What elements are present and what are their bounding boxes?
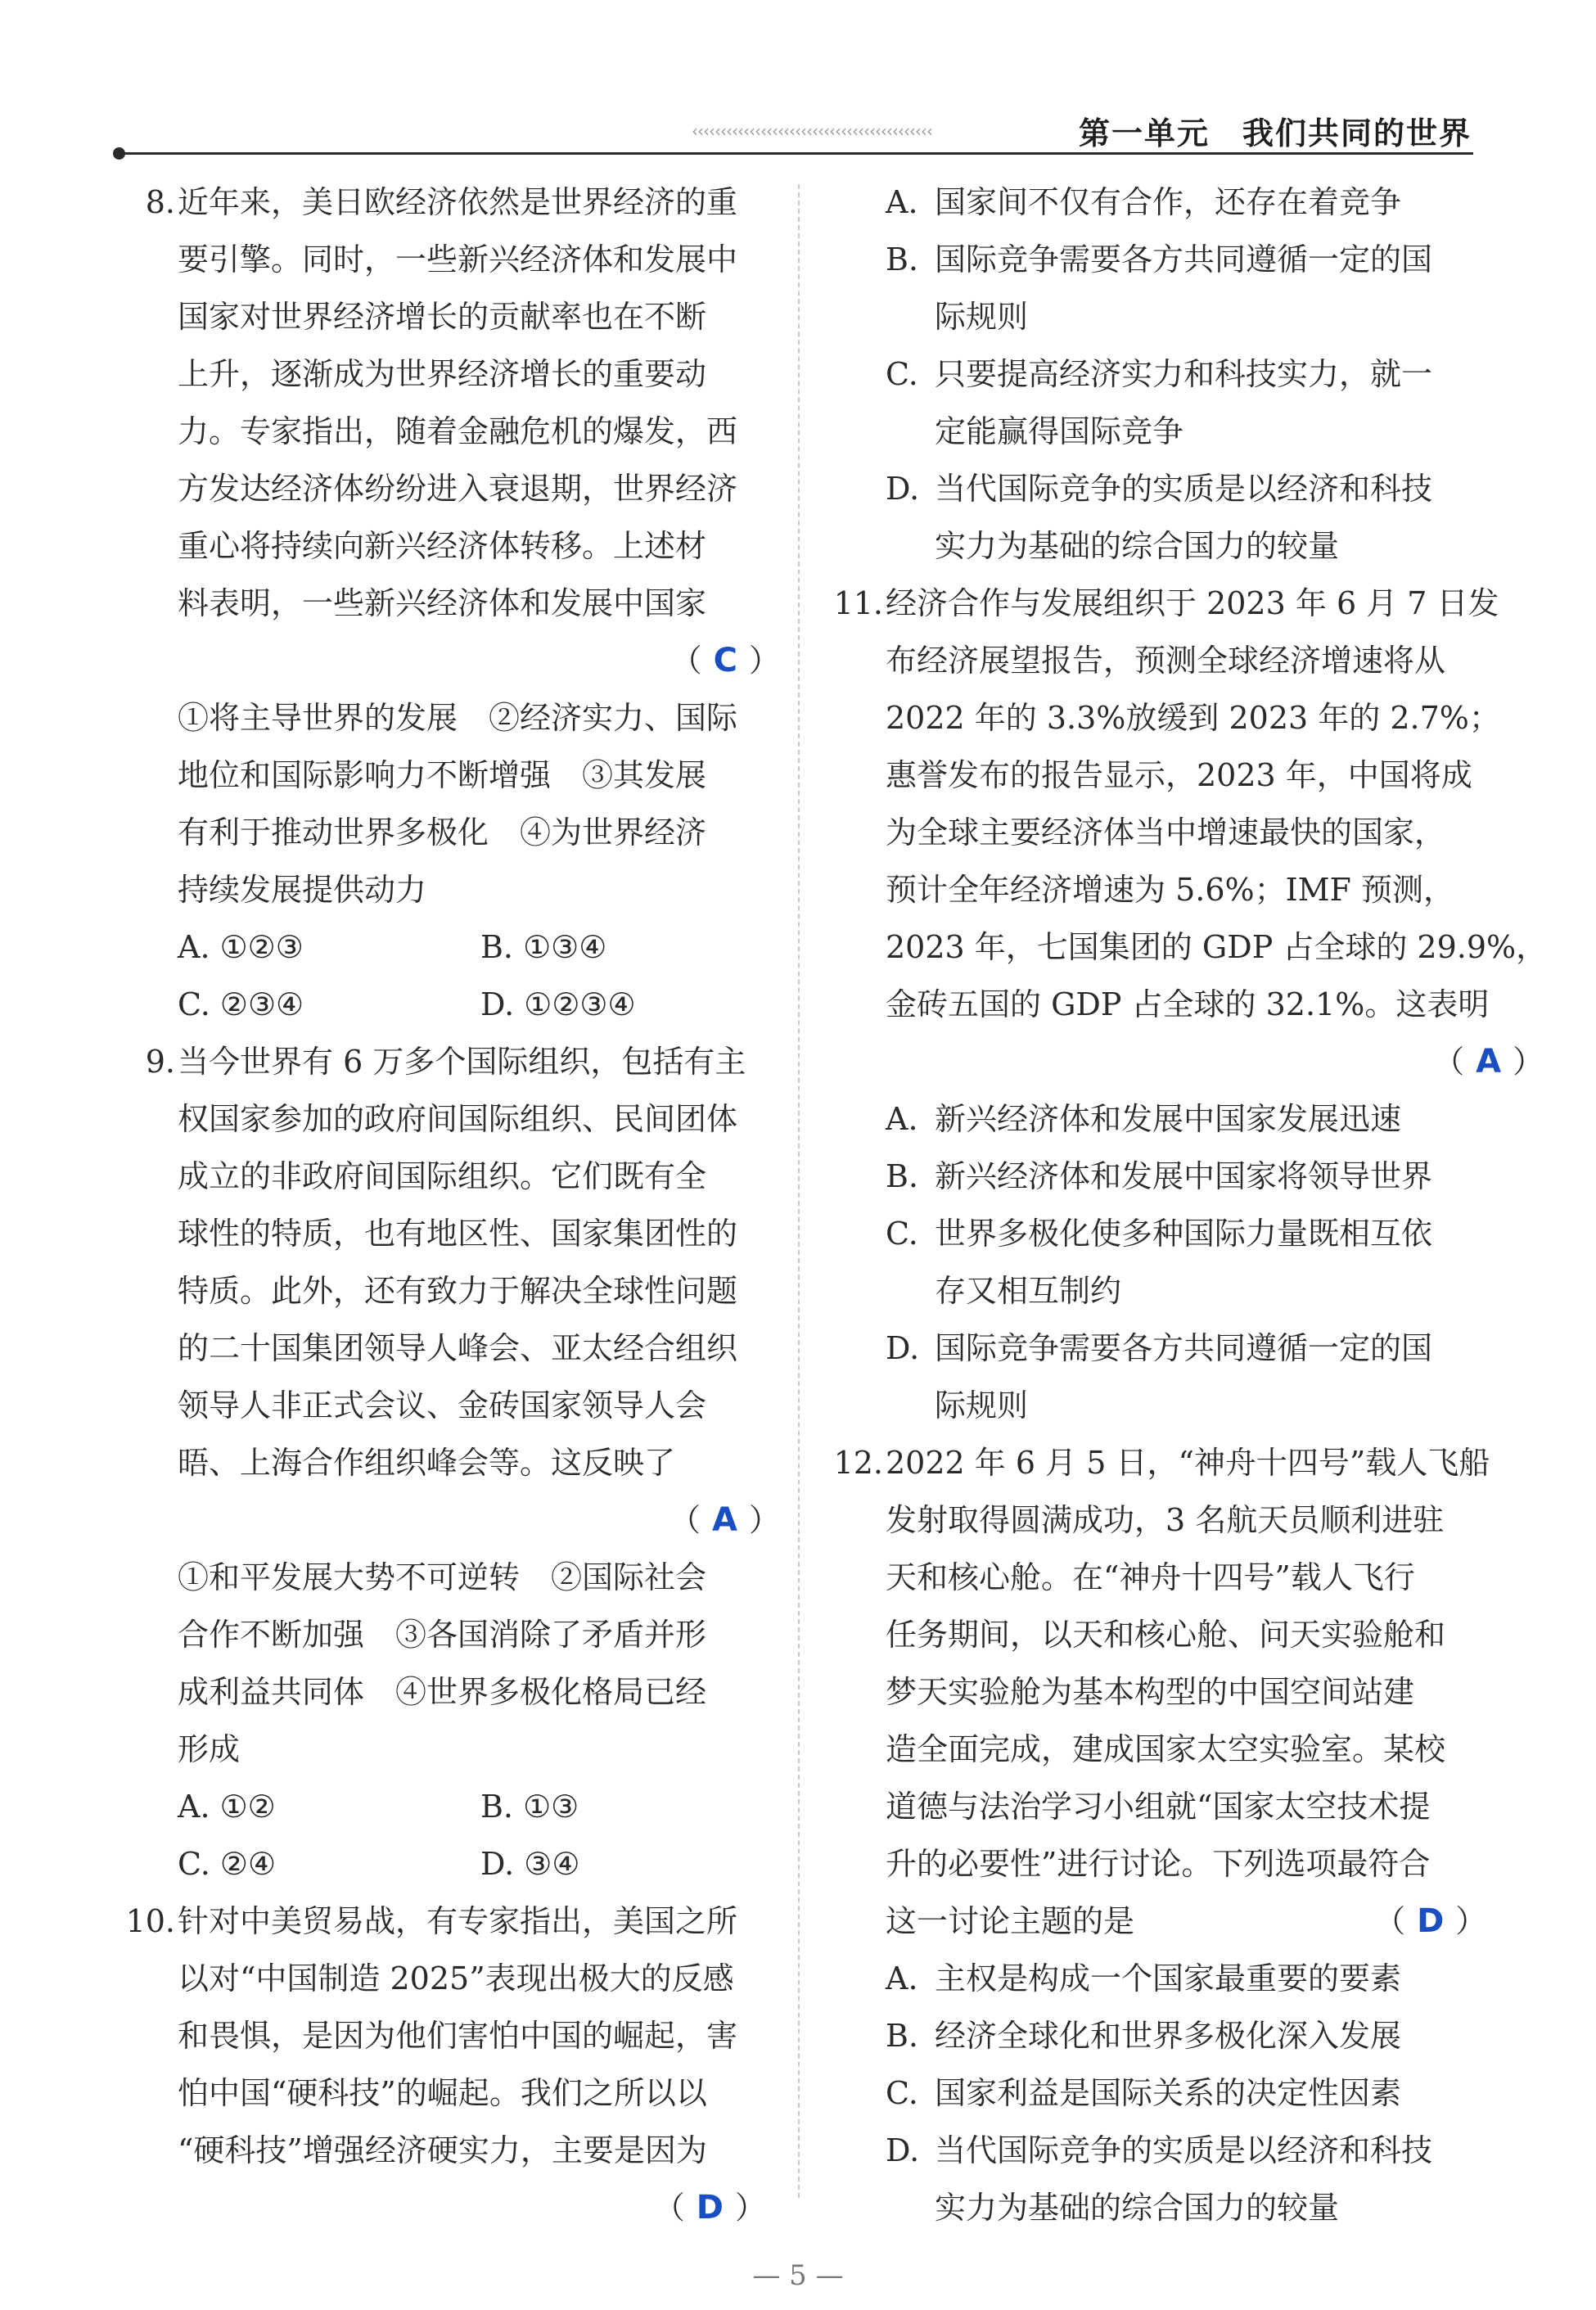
answer-slot: （ C ）: [178, 632, 783, 689]
option-label: D.: [886, 471, 920, 507]
stem-line: 特质。此外，还有致力于解决全球性问题: [178, 1273, 738, 1309]
option-text: 国家间不仅有合作，还存在着竞争: [935, 184, 1402, 220]
right-column: [823, 174, 1548, 2236]
stem-line: 2023 年，七国集团的 GDP 占全球的 29.9%，: [886, 929, 1548, 965]
stem-line: 和畏惧，是因为他们害怕中国的崛起，害: [178, 2018, 738, 2054]
column-divider: [798, 184, 800, 2198]
stem-line: 布经济展望报告，预测全球经济增速将从: [886, 643, 1446, 679]
stem-line: 重心将持续向新兴经济体转移。上述材: [178, 528, 707, 564]
question-number: 11.: [833, 585, 883, 621]
stem-line: 近年来，美日欧经济依然是世界经济的重: [178, 184, 738, 220]
question-12: [823, 1434, 1490, 2236]
stem-line: 方发达经济体纷纷进入衰退期，世界经济: [178, 471, 738, 507]
stem-line: 天和核心舱。在“神舟十四号”载人飞行: [886, 1559, 1415, 1595]
option-label: C.: [886, 356, 918, 392]
option-text: 实力为基础的综合国力的较量: [935, 528, 1340, 564]
stem-line: 造全面完成，建成国家太空实验室。某校: [886, 1731, 1446, 1767]
left-column: [115, 174, 780, 2236]
option-label: D.: [886, 2132, 920, 2168]
statement-line: 形成: [178, 1731, 241, 1767]
stem-line: 料表明，一些新兴经济体和发展中国家: [178, 585, 707, 621]
option-c: C. ②③④: [178, 986, 304, 1022]
answer-letter: D: [696, 2189, 724, 2227]
stem-line: 要引擎。同时，一些新兴经济体和发展中: [178, 241, 738, 277]
answer-slot: （ D ）: [178, 2179, 769, 2236]
option-a: A. ①②③: [178, 929, 304, 965]
option-label: B.: [886, 2018, 919, 2054]
option-text: 国家利益是国际关系的决定性因素: [935, 2075, 1402, 2111]
answer-slot: （ A ）: [178, 1491, 783, 1549]
stem-line: 预计全年经济增速为 5.6%；IMF 预测，: [886, 872, 1454, 908]
stem-line: 以对“中国制造 2025”表现出极大的反感: [178, 1960, 734, 1996]
answer-letter: C: [713, 642, 737, 679]
option-text: 国际竞争需要各方共同遵循一定的国: [935, 1330, 1433, 1366]
question-10: [115, 1893, 769, 2236]
statement-line: 合作不断加强 ③各国消除了矛盾并形: [178, 1617, 707, 1653]
answer-letter: A: [1476, 1043, 1502, 1081]
stem-line: 怕中国“硬科技”的崛起。我们之所以以: [178, 2075, 707, 2111]
unit-title: 第一单元 我们共同的世界: [1078, 115, 1472, 151]
stem-line: 升的必要性”进行讨论。下列选项最符合: [886, 1846, 1431, 1882]
statement-line: 有利于推动世界多极化 ④为世界经济: [178, 814, 707, 850]
stem-line: 惠誉发布的报告显示，2023 年，中国将成: [886, 757, 1472, 793]
option-label: B.: [886, 241, 919, 277]
statement-line: ①和平发展大势不可逆转 ②国际社会: [178, 1559, 707, 1595]
header-rule: [119, 152, 1473, 155]
stem-line: 上升，逐渐成为世界经济增长的重要动: [178, 356, 707, 392]
stem-line: 球性的特质，也有地区性、国家集团性的: [178, 1216, 738, 1252]
stem-line: 晤、上海合作组织峰会等。这反映了: [178, 1445, 676, 1481]
answer-letter: A: [712, 1501, 737, 1539]
option-label: C.: [886, 1216, 918, 1252]
stem-line: 的二十国集团领导人峰会、亚太经合组织: [178, 1330, 738, 1366]
option-text: 当代国际竞争的实质是以经济和科技: [935, 471, 1433, 507]
stem-line: 力。专家指出，随着金融危机的爆发，西: [178, 413, 738, 449]
question-number: 9.: [145, 1044, 175, 1080]
question-number: 10.: [125, 1903, 175, 1939]
answer-slot: （ A ）: [886, 1033, 1547, 1090]
header-chevrons: ‹‹‹‹‹‹‹‹‹‹‹‹‹‹‹‹‹‹‹‹‹‹‹‹‹‹‹‹‹‹‹‹‹‹‹‹‹‹‹‹‹‹: [692, 121, 932, 141]
option-label: B.: [886, 1158, 919, 1194]
option-text: 定能赢得国际竞争: [935, 413, 1184, 449]
option-b: B. ①③④: [480, 929, 607, 965]
option-label: A.: [886, 1101, 918, 1137]
option-text: 主权是构成一个国家最重要的要素: [935, 1960, 1402, 1996]
statement-line: ①将主导世界的发展 ②经济实力、国际: [178, 700, 738, 736]
option-d: D. ①②③④: [480, 986, 636, 1022]
option-text: 经济全球化和世界多极化深入发展: [935, 2018, 1402, 2054]
option-text: 新兴经济体和发展中国家将领导世界: [935, 1158, 1433, 1194]
option-text: 当代国际竞争的实质是以经济和科技: [935, 2132, 1433, 2168]
stem-line: 针对中美贸易战，有专家指出，美国之所: [178, 1903, 738, 1939]
answer-slot: （ D ）: [1374, 1902, 1487, 1940]
stem-line: 权国家参加的政府间国际组织、民间团体: [178, 1101, 738, 1137]
stem-line: 金砖五国的 GDP 占全球的 32.1%。这表明: [886, 986, 1490, 1022]
statement-line: 持续发展提供动力: [178, 872, 427, 908]
option-text: 际规则: [935, 299, 1029, 335]
stem-line: 道德与法治学习小组就“国家太空技术提: [886, 1789, 1431, 1825]
question-10-options: [823, 174, 1477, 575]
stem-line: 当今世界有 6 万多个国际组织，包括有主: [178, 1044, 746, 1080]
option-label: A.: [886, 184, 918, 220]
question-number: 8.: [145, 184, 175, 220]
stem-line: 为全球主要经济体当中增速最快的国家，: [886, 814, 1446, 850]
option-label: A.: [886, 1960, 918, 1996]
stem-line: 2022 年的 3.3%放缓到 2023 年的 2.7%；: [886, 700, 1500, 736]
option-text: 只要提高经济实力和科技实力，就一: [935, 356, 1433, 392]
option-c: C. ②④: [178, 1846, 277, 1882]
stem-line: 领导人非正式会议、金砖国家领导人会: [178, 1387, 707, 1423]
option-label: D.: [886, 1330, 920, 1366]
stem-line: 这一讨论主题的是: [886, 1903, 1135, 1939]
option-text: 新兴经济体和发展中国家发展迅速: [935, 1101, 1402, 1137]
stem-line: 发射取得圆满成功，3 名航天员顺利进驻: [886, 1502, 1445, 1538]
question-number: 12.: [833, 1445, 883, 1481]
option-b: B. ①③: [480, 1789, 579, 1825]
statement-line: 成利益共同体 ④世界多极化格局已经: [178, 1674, 707, 1710]
option-a: A. ①②: [178, 1789, 276, 1825]
stem-line: 国家对世界经济增长的贡献率也在不断: [178, 299, 707, 335]
option-text: 国际竞争需要各方共同遵循一定的国: [935, 241, 1433, 277]
option-text: 世界多极化使多种国际力量既相互依: [935, 1216, 1433, 1252]
stem-line: 任务期间，以天和核心舱、问天实验舱和: [886, 1617, 1446, 1653]
option-text: 存又相互制约: [935, 1273, 1122, 1309]
question-9: [115, 1033, 780, 1893]
statement-line: 地位和国际影响力不断增强 ③其发展: [178, 757, 707, 793]
option-text: 际规则: [935, 1387, 1029, 1423]
stem-line: 成立的非政府间国际组织。它们既有全: [178, 1158, 707, 1194]
question-11: [823, 575, 1548, 1434]
stem-line: 经济合作与发展组织于 2023 年 6 月 7 日发: [886, 585, 1499, 621]
stem-line: 梦天实验舱为基本构型的中国空间站建: [886, 1674, 1415, 1710]
answer-letter: D: [1417, 1902, 1445, 1940]
stem-line: “硬科技”增强经济硬实力，主要是因为: [178, 2132, 707, 2168]
header-dot: [113, 147, 125, 160]
option-label: C.: [886, 2075, 918, 2111]
question-8: [115, 174, 780, 1033]
option-d: D. ③④: [480, 1846, 580, 1882]
page-number: — 5 —: [752, 2259, 844, 2292]
stem-line: 2022 年 6 月 5 日，“神舟十四号”载人飞船: [886, 1445, 1490, 1481]
option-text: 实力为基础的综合国力的较量: [935, 2190, 1340, 2226]
